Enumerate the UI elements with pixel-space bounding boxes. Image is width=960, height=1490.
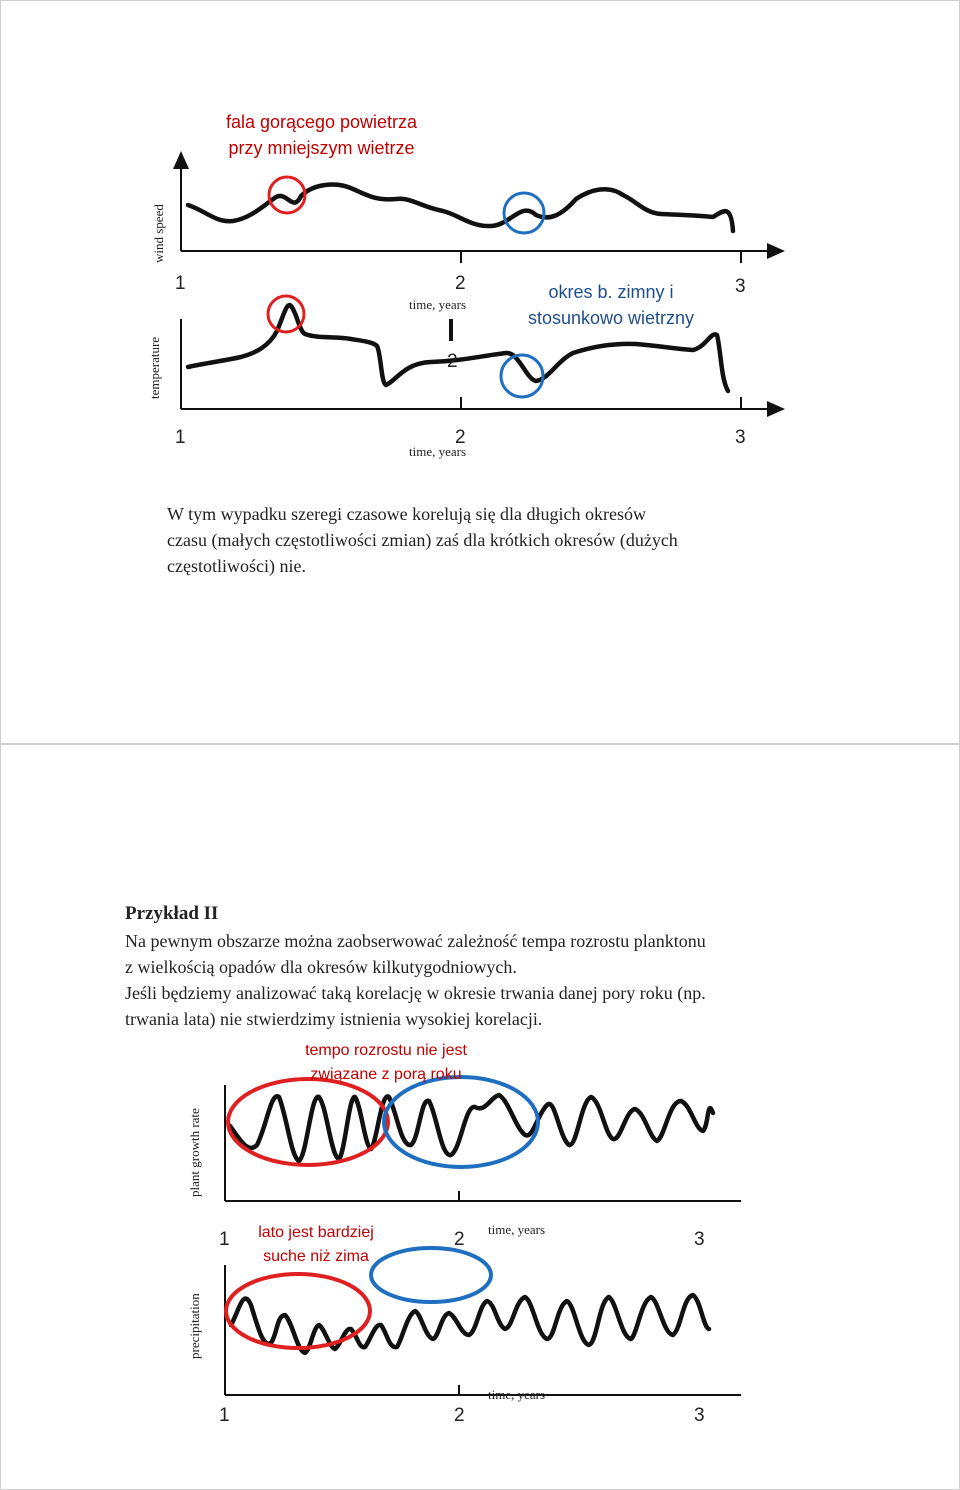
temp-xlabel: time, years (409, 444, 467, 459)
temp-tick-label-3: 3 (735, 427, 746, 448)
paragraph-line-4: trwania lata) nie stwierdzimy istnienia wysokiej korelacji. (125, 1009, 543, 1029)
callout-dry-summer (241, 1221, 391, 1269)
precipitation-series (231, 1295, 709, 1353)
temp-ylabel: temperature (147, 336, 162, 399)
growth-tick-label-2: 2 (454, 1229, 465, 1250)
callout-dry-summer-line-2: suche niż zima (263, 1248, 369, 1265)
slide-2 (0, 744, 960, 1490)
callout-cold-period (506, 279, 716, 331)
temp-tick-label-1: 1 (175, 427, 186, 448)
wind-tick-label-3: 3 (735, 276, 746, 297)
precip-tick-label-3: 3 (694, 1405, 705, 1426)
paragraph-line-1: W tym wypadku szeregi czasowe korelują się dla długich okresów (167, 504, 647, 524)
callout-growth-season (281, 1039, 491, 1087)
paragraph-line-2: czasu (małych częstotliwości zmian) zaś dla krótkich okresów (dużych (167, 530, 678, 550)
callout-hot-wave-line-1: fala gorącego powietrza (225, 112, 418, 132)
slide-2-paragraph (125, 928, 885, 1032)
temp-blue-circle (501, 355, 543, 397)
callout-dry-summer-line-1: lato jest bardziej (258, 1224, 374, 1241)
precip-ylabel: precipitation (187, 1293, 202, 1359)
growth-xlabel: time, years (488, 1222, 546, 1237)
paragraph-line-3: Jeśli będziemy analizować taką korelację w okresie trwania danej pory roku (np. (125, 983, 706, 1003)
paragraph-line-3: częstotliwości) nie. (167, 556, 306, 576)
wind-ylabel: wind speed (151, 204, 166, 263)
slide-1-paragraph (167, 501, 807, 579)
precip-red-ellipse (226, 1274, 370, 1348)
slide-1 (0, 0, 960, 744)
marker-label-2: 2 (447, 351, 458, 372)
temp-tick-label-2: 2 (455, 427, 466, 448)
growth-tick-label-1: 1 (219, 1229, 230, 1250)
example-heading: Przykład II (125, 903, 219, 924)
callout-growth-season-line-2: związane z porą roku (310, 1066, 462, 1083)
callout-growth-season-line-1: tempo rozrostu nie jest (305, 1042, 467, 1059)
precip-tick-label-1: 1 (219, 1405, 230, 1426)
precip-xlabel: time, years (488, 1387, 546, 1402)
callout-cold-period-line-2: stosunkowo wietrzny (527, 308, 695, 328)
callout-hot-wave-line-2: przy mniejszym wietrze (228, 138, 415, 158)
slide-1-graphics (1, 1, 959, 743)
wind-tick-label-2: 2 (455, 273, 466, 294)
precip-tick-label-2: 2 (454, 1405, 465, 1426)
growth-rate-series (229, 1095, 713, 1161)
wind-xlabel: time, years (409, 297, 467, 312)
paragraph-line-1: Na pewnym obszarze można zaobserwować zależność tempa rozrostu planktonu (125, 931, 706, 951)
wind-tick-label-1: 1 (175, 273, 186, 294)
callout-cold-period-line-1: okres b. zimny i (548, 282, 674, 302)
slide-2-graphics (1, 745, 959, 1489)
growth-ylabel: plant growth rate (187, 1108, 202, 1197)
paragraph-line-2: z wielkością opadów dla okresów kilkutygodniowych. (125, 957, 517, 977)
growth-tick-label-3: 3 (694, 1229, 705, 1250)
callout-hot-wave (219, 109, 424, 161)
